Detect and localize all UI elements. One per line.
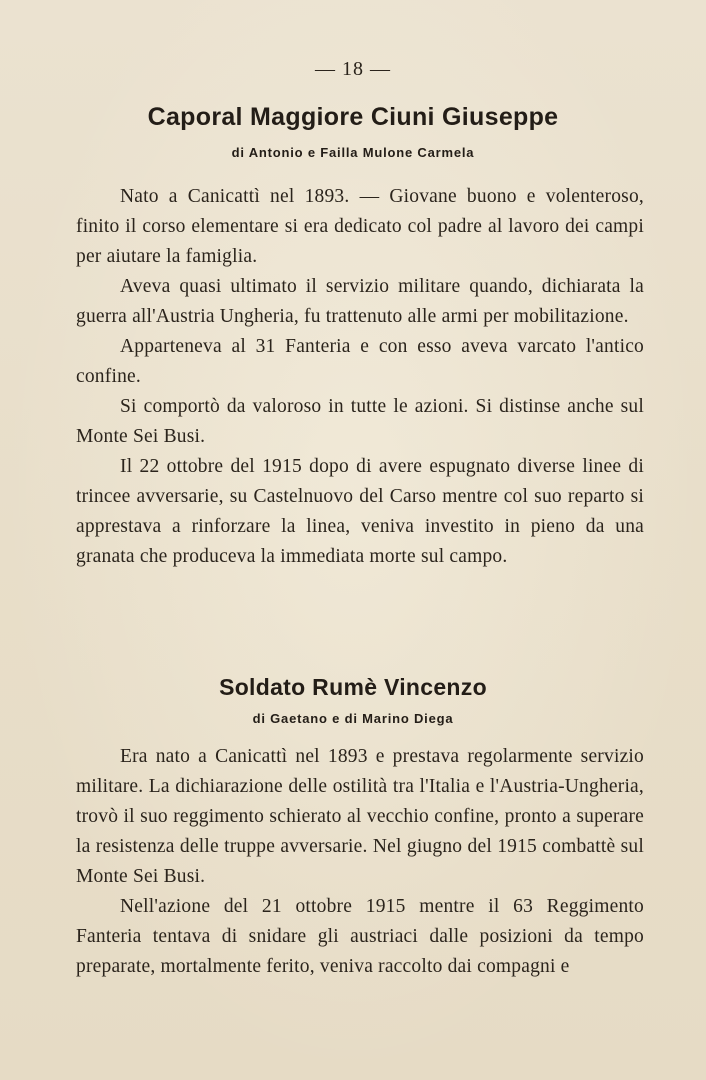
section-body (76, 742, 644, 982)
section-subtitle: di Antonio e Failla Mulone Carmela (231, 145, 475, 160)
page-number: — 18 — (315, 58, 391, 80)
paragraph: Aveva quasi ultimato il servizio militare quando, dichiarata la guerra all'Austria Ungheria, fu trattenuto alle armi per mobilitazione. (76, 276, 644, 327)
paragraph: Nato a Canicattì nel 1893. — Giovane buono e volenteroso, finito il corso elementare si era dedicato col padre al lavoro dei campi per aiutare la famiglia. (76, 186, 644, 267)
section-subtitle: di Gaetano e di Marino Diega (252, 711, 454, 726)
section-title: Caporal Maggiore Ciuni Giuseppe (147, 103, 559, 131)
section-body (76, 182, 644, 572)
section-title: Soldato Rumè Vincenzo (219, 674, 487, 700)
paragraph: Apparteneva al 31 Fanteria e con esso aveva varcato l'antico confine. (76, 336, 644, 387)
paragraph: Il 22 ottobre del 1915 dopo di avere espugnato diverse linee di trincee avversarie, su Castelnuovo del Carso mentre col suo reparto si apprestava a rinforzare la linea, veniva investito in pieno da una granata che produceva la immediata morte sul campo. (76, 456, 644, 567)
paragraph: Era nato a Canicattì nel 1893 e prestava regolarmente servizio militare. La dichiarazione delle ostilità tra l'Italia e l'Austria-Ungheria, trovò il suo reggimento schierato al vecchio confine, pronto a superare la resistenza delle truppe avversarie. Nel giugno del 1915 combattè sul Monte Sei Busi. (76, 746, 644, 887)
paragraph: Nell'azione del 21 ottobre 1915 mentre il 63 Reggimento Fanteria tentava di snidare gli austriaci dalle posizioni da tempo preparate, mortalmente ferito, veniva raccolto dai compagni e (76, 896, 644, 977)
paragraph: Si comportò da valoroso in tutte le azioni. Si distinse anche sul Monte Sei Busi. (76, 396, 644, 447)
